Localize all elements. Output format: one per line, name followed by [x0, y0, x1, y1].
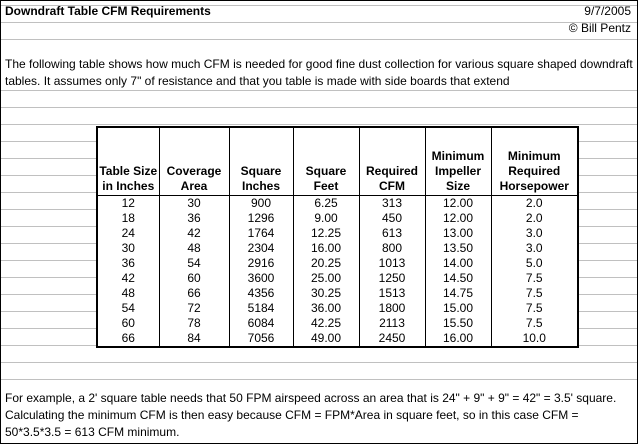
table-cell[interactable]: 14.00	[425, 256, 491, 271]
table-cell[interactable]: 9.00	[293, 211, 359, 226]
table-cell[interactable]: 16.00	[425, 331, 491, 347]
table-cell[interactable]: 5184	[229, 301, 293, 316]
table-cell[interactable]: 7056	[229, 331, 293, 347]
table-row	[97, 241, 578, 256]
table-cell[interactable]: 14.50	[425, 271, 491, 286]
sheet-date[interactable]: 9/7/2005	[584, 4, 631, 18]
table-cell[interactable]: 54	[159, 256, 229, 271]
table-cell[interactable]: 60	[159, 271, 229, 286]
table-cell[interactable]: 900	[229, 196, 293, 212]
table-cell[interactable]: 2113	[359, 316, 425, 331]
table-cell[interactable]: 13.00	[425, 226, 491, 241]
table-cell[interactable]: 15.50	[425, 316, 491, 331]
sheet-copyright[interactable]: © Bill Pentz	[568, 21, 631, 35]
table-cell[interactable]: 66	[159, 286, 229, 301]
table-cell[interactable]: 450	[359, 211, 425, 226]
table-header-row	[97, 127, 578, 196]
table-cell[interactable]: 78	[159, 316, 229, 331]
sheet-title[interactable]: Downdraft Table CFM Requirements	[5, 4, 211, 18]
table-cell[interactable]: 7.5	[491, 271, 578, 286]
table-row	[97, 316, 578, 331]
table-cell[interactable]: 7.5	[491, 316, 578, 331]
table-cell[interactable]: 1250	[359, 271, 425, 286]
table-cell[interactable]: 30	[159, 196, 229, 212]
table-cell[interactable]: 800	[359, 241, 425, 256]
table-cell[interactable]: 1296	[229, 211, 293, 226]
table-cell[interactable]: 6084	[229, 316, 293, 331]
intro-text[interactable]: The following table shows how much CFM is needed for good fine dust collection for various square shaped downdraft tables. It assumes only 7" of resistance and that you table is made with side boards that extend	[5, 57, 633, 88]
table-cell[interactable]: 25.00	[293, 271, 359, 286]
table-cell[interactable]: 49.00	[293, 331, 359, 347]
header-square-feet[interactable]: Square Feet	[293, 127, 359, 196]
table-row	[97, 196, 578, 212]
table-cell[interactable]: 2450	[359, 331, 425, 347]
table-cell[interactable]: 613	[359, 226, 425, 241]
header-impeller-size[interactable]: Minimum Impeller Size	[425, 127, 491, 196]
table-cell[interactable]: 7.5	[491, 286, 578, 301]
example-text[interactable]: For example, a 2' square table needs that 50 FPM airspeed across an area that is 24" + 9" + 9" = 42" = 3.5' square. Calculating the minimum CFM is then easy because CFM = FPM*Area in square feet, so in this case CFM = 50*3.5*3.5 = 613 CFM minimum.	[5, 391, 617, 439]
table-cell[interactable]: 60	[97, 316, 159, 331]
table-cell[interactable]: 36	[159, 211, 229, 226]
table-cell[interactable]: 1513	[359, 286, 425, 301]
table-cell[interactable]: 42	[159, 226, 229, 241]
table-cell[interactable]: 24	[97, 226, 159, 241]
table-cell[interactable]: 2916	[229, 256, 293, 271]
table-cell[interactable]: 6.25	[293, 196, 359, 212]
table-cell[interactable]: 1013	[359, 256, 425, 271]
table-cell[interactable]: 36.00	[293, 301, 359, 316]
table-cell[interactable]: 12.25	[293, 226, 359, 241]
table-cell[interactable]: 3600	[229, 271, 293, 286]
table-cell[interactable]: 16.00	[293, 241, 359, 256]
table-cell[interactable]: 72	[159, 301, 229, 316]
cfm-table	[96, 126, 579, 348]
header-square-inches[interactable]: Square Inches	[229, 127, 293, 196]
table-cell[interactable]: 2.0	[491, 196, 578, 212]
table-row	[97, 286, 578, 301]
table-cell[interactable]: 1764	[229, 226, 293, 241]
table-cell[interactable]: 42	[97, 271, 159, 286]
table-cell[interactable]: 18	[97, 211, 159, 226]
header-required-cfm[interactable]: Required CFM	[359, 127, 425, 196]
table-cell[interactable]: 3.0	[491, 241, 578, 256]
table-cell[interactable]: 313	[359, 196, 425, 212]
table-cell[interactable]: 3.0	[491, 226, 578, 241]
table-row	[97, 331, 578, 347]
table-cell[interactable]: 48	[97, 286, 159, 301]
table-cell[interactable]: 14.75	[425, 286, 491, 301]
header-coverage-area[interactable]: Coverage Area	[159, 127, 229, 196]
table-row	[97, 271, 578, 286]
table-cell[interactable]: 30	[97, 241, 159, 256]
header-table-size[interactable]: Table Size in Inches	[97, 127, 159, 196]
table-cell[interactable]: 5.0	[491, 256, 578, 271]
table-row	[97, 211, 578, 226]
table-cell[interactable]: 2304	[229, 241, 293, 256]
table-cell[interactable]: 12.00	[425, 211, 491, 226]
table-cell[interactable]: 4356	[229, 286, 293, 301]
table-cell[interactable]: 66	[97, 331, 159, 347]
table-cell[interactable]: 30.25	[293, 286, 359, 301]
table-cell[interactable]: 1800	[359, 301, 425, 316]
table-cell[interactable]: 84	[159, 331, 229, 347]
table-cell[interactable]: 54	[97, 301, 159, 316]
table-row	[97, 226, 578, 241]
table-cell[interactable]: 12	[97, 196, 159, 212]
header-horsepower[interactable]: Minimum Required Horsepower	[491, 127, 578, 196]
table-cell[interactable]: 12.00	[425, 196, 491, 212]
table-cell[interactable]: 13.50	[425, 241, 491, 256]
table-cell[interactable]: 7.5	[491, 301, 578, 316]
table-cell[interactable]: 15.00	[425, 301, 491, 316]
table-row	[97, 301, 578, 316]
table-cell[interactable]: 2.0	[491, 211, 578, 226]
table-cell[interactable]: 42.25	[293, 316, 359, 331]
table-cell[interactable]: 48	[159, 241, 229, 256]
table-row	[97, 256, 578, 271]
table-cell[interactable]: 10.0	[491, 331, 578, 347]
table-cell[interactable]: 36	[97, 256, 159, 271]
table-cell[interactable]: 20.25	[293, 256, 359, 271]
